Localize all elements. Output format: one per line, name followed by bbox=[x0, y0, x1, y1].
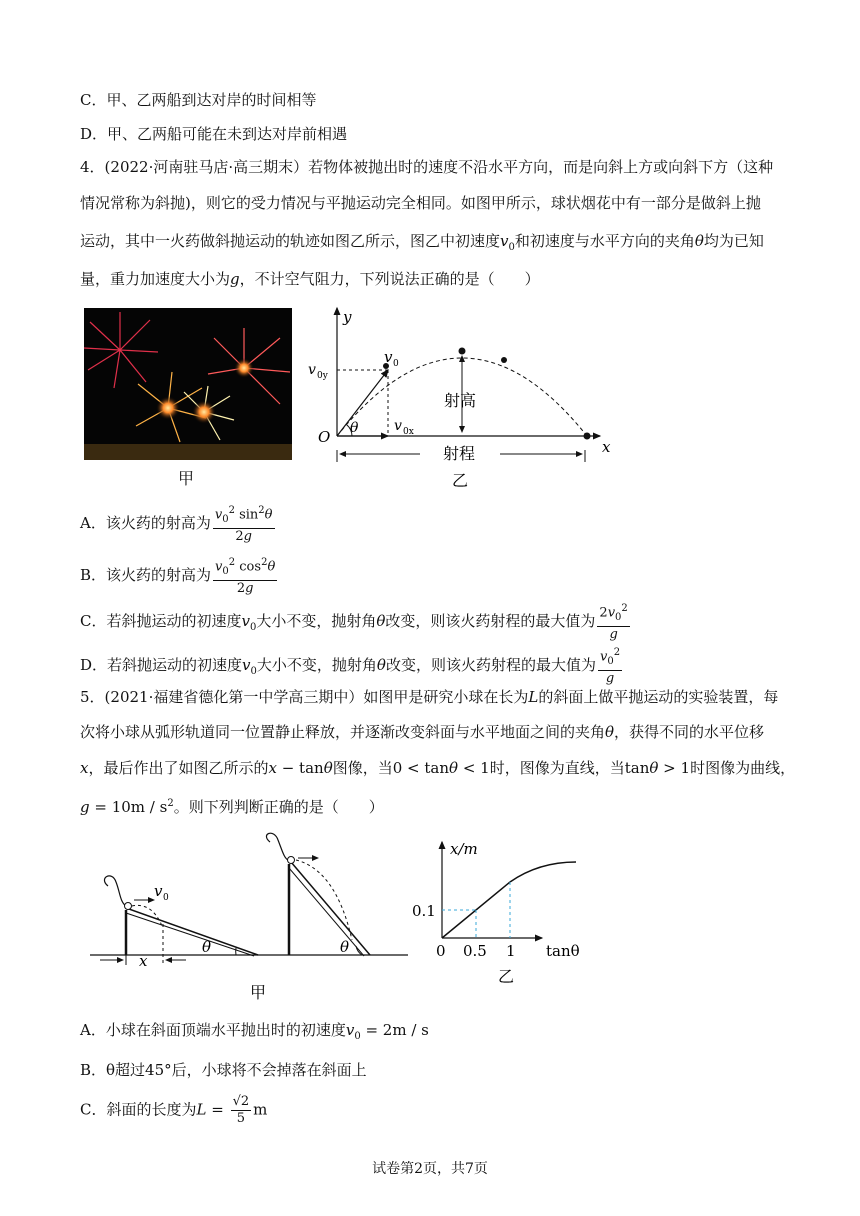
q3-option-c: C．甲、乙两船到达对岸的时间相等 bbox=[80, 91, 317, 109]
graph-tick-01: 0.1 bbox=[412, 902, 436, 920]
q5-option-b: B．θ超过45°后，小球将不会掉落在斜面上 bbox=[80, 1061, 367, 1079]
q4-stem-line3: 运动，其中一火药做斜抛运动的轨迹如图乙所示，图乙中初速度$v_0$和初速度与水平方向的夹角θ均为已知 bbox=[80, 232, 764, 253]
q4-option-b: B．该火药的射高为 $\frac{v_0^2 \cos^2\theta}{2g}$ bbox=[80, 557, 276, 596]
fireworks-photo bbox=[84, 308, 292, 460]
fig5-label-jia: 甲 bbox=[250, 983, 267, 1002]
svg-text:0y: 0y bbox=[317, 371, 328, 381]
q4-stem-line1: 4．(2022·河南驻马店·高三期末）若物体被抛出时的速度不沿水平方向，而是向斜上方或向斜下方（这种 bbox=[80, 158, 774, 176]
q5-option-a: A．小球在斜面顶端水平抛出时的初速度$v_0 = 2m / s$ bbox=[80, 1021, 429, 1042]
q4-option-d: D．若斜抛运动的初速度$v_0$大小不变，抛射角θ改变，则该火药射程的最大值为 $\frac{v_0^2}{g}$ bbox=[80, 647, 621, 686]
svg-text:v: v bbox=[394, 418, 402, 434]
svg-text:v: v bbox=[308, 362, 316, 378]
svg-text:0: 0 bbox=[163, 893, 169, 903]
svg-text:θ: θ bbox=[202, 938, 212, 956]
q4-stem-line2: 情况常称为斜抛)，则它的受力情况与平抛运动完全相同。如图甲所示，球状烟花中有一部分是做斜上抛 bbox=[80, 194, 761, 212]
svg-text:y: y bbox=[343, 308, 352, 326]
q5-option-c: C．斜面的长度为L = $\frac{√2}{5}$ m bbox=[80, 1094, 268, 1126]
page-footer: 试卷第2页，共7页 bbox=[372, 1161, 488, 1177]
q5-stem-line3: x，最后作出了如图乙所示的x − tanθ图像，当0 < tanθ < 1时，图像为直线，当tanθ > 1时图像为曲线， bbox=[80, 759, 796, 777]
svg-text:O: O bbox=[318, 428, 331, 446]
label-range: 射程 bbox=[443, 444, 476, 463]
q5-stem-line4: $g = 10m / s^2$。则下列判断正确的是（ ） bbox=[80, 798, 384, 816]
svg-text:0: 0 bbox=[393, 359, 399, 369]
q4-option-c: C．若斜抛运动的初速度$v_0$大小不变，抛射角θ改变，则该火药射程的最大值为 $\frac{2v_0^2}{g}$ bbox=[80, 603, 628, 642]
svg-text:θ: θ bbox=[340, 938, 350, 956]
projectile-diagram bbox=[300, 304, 620, 494]
svg-text:x: x bbox=[139, 952, 148, 970]
x-tan-theta-graph bbox=[408, 838, 608, 988]
svg-text:v: v bbox=[154, 882, 163, 900]
svg-text:x: x bbox=[602, 438, 611, 456]
q3-option-d: D．甲、乙两船可能在未到达对岸前相遇 bbox=[80, 125, 348, 143]
fig5-label-yi: 乙 bbox=[498, 967, 515, 986]
fig-label-yi: 乙 bbox=[452, 471, 469, 490]
incline-apparatus-diagram bbox=[86, 830, 416, 1005]
graph-tick-0: 0 bbox=[436, 942, 446, 960]
graph-y-label: x/m bbox=[450, 840, 478, 858]
label-height: 射高 bbox=[444, 391, 477, 410]
fig-label-jia: 甲 bbox=[178, 469, 195, 488]
graph-x-label: tanθ bbox=[546, 942, 580, 960]
svg-text:θ: θ bbox=[350, 420, 359, 436]
q4-option-a: A．该火药的射高为 $\frac{v_0^2 \sin^2\theta}{2g}$ bbox=[80, 505, 273, 544]
q5-stem-line2: 次将小球从弧形轨道同一位置静止释放，并逐渐改变斜面与水平地面之间的夹角θ，获得不同的水平位移 bbox=[80, 723, 765, 741]
q5-stem-line1: 5．(2021·福建省德化第一中学高三期中）如图甲是研究小球在长为L的斜面上做平抛运动的实验装置，每 bbox=[80, 688, 779, 706]
graph-tick-05: 0.5 bbox=[463, 942, 487, 960]
graph-tick-1: 1 bbox=[506, 942, 516, 960]
svg-text:0x: 0x bbox=[403, 427, 414, 437]
q4-stem-line4: 量，重力加速度大小为g，不计空气阻力，下列说法正确的是（ ） bbox=[80, 270, 540, 288]
svg-text:v: v bbox=[384, 348, 393, 366]
